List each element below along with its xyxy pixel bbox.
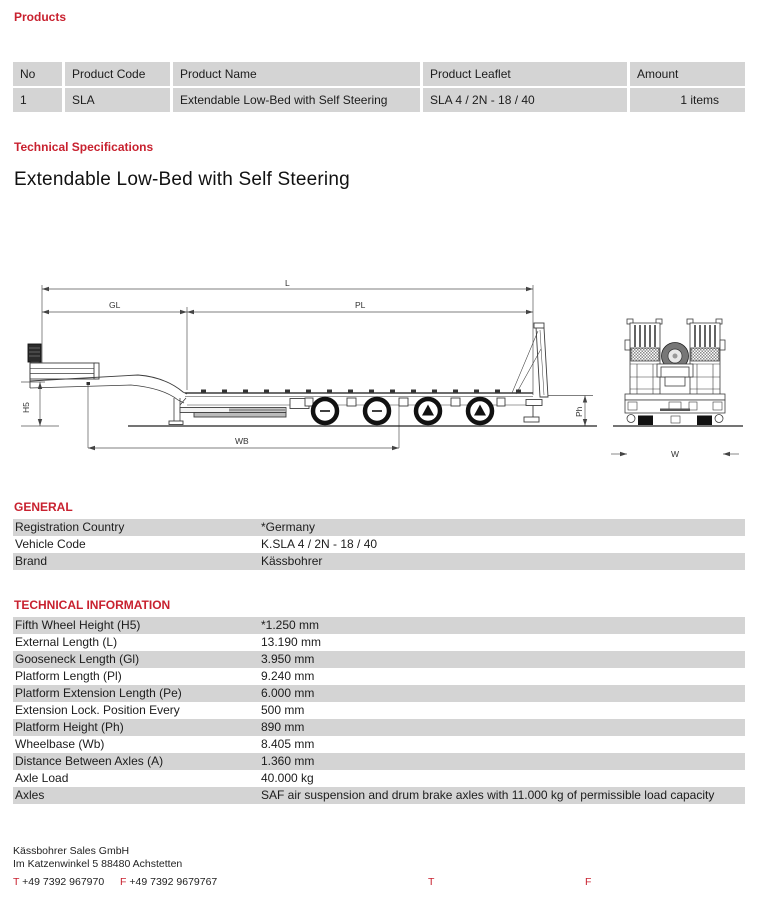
spec-label: Gooseneck Length (Gl) xyxy=(13,651,261,668)
product-row-leaflet: SLA 4 / 2N - 18 / 40 xyxy=(423,88,627,112)
spec-value: 40.000 kg xyxy=(261,771,314,785)
dim-label-W: W xyxy=(671,449,680,459)
spec-value: 3.950 mm xyxy=(261,651,745,668)
spec-label: Fifth Wheel Height (H5) xyxy=(13,617,261,634)
dim-label-WB: WB xyxy=(235,436,249,446)
spec-value: 890 mm xyxy=(261,719,745,736)
column-header-product-code: Product Code xyxy=(65,62,170,86)
spec-value: 13.190 mm xyxy=(261,635,322,649)
phone-label: T xyxy=(13,876,20,888)
spec-label: Wheelbase (Wb) xyxy=(15,737,105,751)
trailer-diagram xyxy=(13,265,745,480)
product-row-name: Extendable Low-Bed with Self Steering xyxy=(173,88,420,112)
spec-value: *1.250 mm xyxy=(261,617,745,634)
dim-label-L: L xyxy=(285,278,290,288)
fax-label: F xyxy=(120,876,127,888)
spec-value: 500 mm xyxy=(261,703,305,717)
technical-information-heading: TECHNICAL INFORMATION xyxy=(14,598,171,612)
footer-f-mark: F xyxy=(585,876,592,888)
spec-label: Axle Load xyxy=(15,771,69,785)
spec-value: 6.000 mm xyxy=(261,685,745,702)
spec-value: Kässbohrer xyxy=(261,553,745,570)
spec-label: Extension Lock. Position Every xyxy=(15,703,180,717)
spec-label: Platform Length (Pl) xyxy=(15,669,122,683)
product-row-amount: 1 items xyxy=(630,88,745,112)
fax-number: +49 7392 9679767 xyxy=(129,876,218,888)
page-title: Extendable Low-Bed with Self Steering xyxy=(14,169,350,190)
column-header-product-name: Product Name xyxy=(173,62,420,86)
dim-label-GL: GL xyxy=(109,300,121,310)
spec-value: 1.360 mm xyxy=(261,753,745,770)
dim-label-Ph: Ph xyxy=(574,406,584,417)
product-row-no: 1 xyxy=(13,88,62,112)
product-row-code: SLA xyxy=(65,88,170,112)
spec-label: Platform Extension Length (Pe) xyxy=(13,685,261,702)
phone-number: +49 7392 967970 xyxy=(22,876,105,888)
products-heading: Products xyxy=(14,10,67,24)
footer-contact-line xyxy=(13,876,217,888)
spec-label: External Length (L) xyxy=(15,635,118,649)
spec-label: Registration Country xyxy=(13,519,261,536)
general-table xyxy=(13,519,745,570)
spec-value: 8.405 mm xyxy=(261,737,315,751)
column-header-amount: Amount xyxy=(630,62,745,86)
column-header-no: No xyxy=(13,62,62,86)
spec-label: Distance Between Axles (A) xyxy=(13,753,261,770)
spec-value: K.SLA 4 / 2N - 18 / 40 xyxy=(261,537,378,551)
trailer-rear-view xyxy=(613,319,743,426)
spec-label: Platform Height (Ph) xyxy=(13,719,261,736)
spec-label: Vehicle Code xyxy=(15,537,86,551)
footer-address: Im Katzenwinkel 5 88480 Achstetten xyxy=(13,858,183,870)
spec-value: *Germany xyxy=(261,519,745,536)
spec-label: Axles xyxy=(13,787,261,804)
footer-t-mark: T xyxy=(428,876,435,888)
spec-value: 9.240 mm xyxy=(261,669,315,683)
dim-label-H5: H5 xyxy=(21,402,31,413)
general-section-heading: GENERAL xyxy=(14,500,73,514)
footer-company: Kässbohrer Sales GmbH xyxy=(13,845,130,857)
column-header-product-leaflet: Product Leaflet xyxy=(423,62,627,86)
spec-value: SAF air suspension and drum brake axles with 11.000 kg of permissible load capacity xyxy=(261,787,745,804)
spec-label: Brand xyxy=(13,553,261,570)
dim-label-PL: PL xyxy=(355,300,366,310)
product-table xyxy=(13,62,745,112)
technical-table xyxy=(13,617,745,804)
trailer-side-view xyxy=(28,323,597,426)
technical-specifications-heading: Technical Specifications xyxy=(14,140,154,154)
